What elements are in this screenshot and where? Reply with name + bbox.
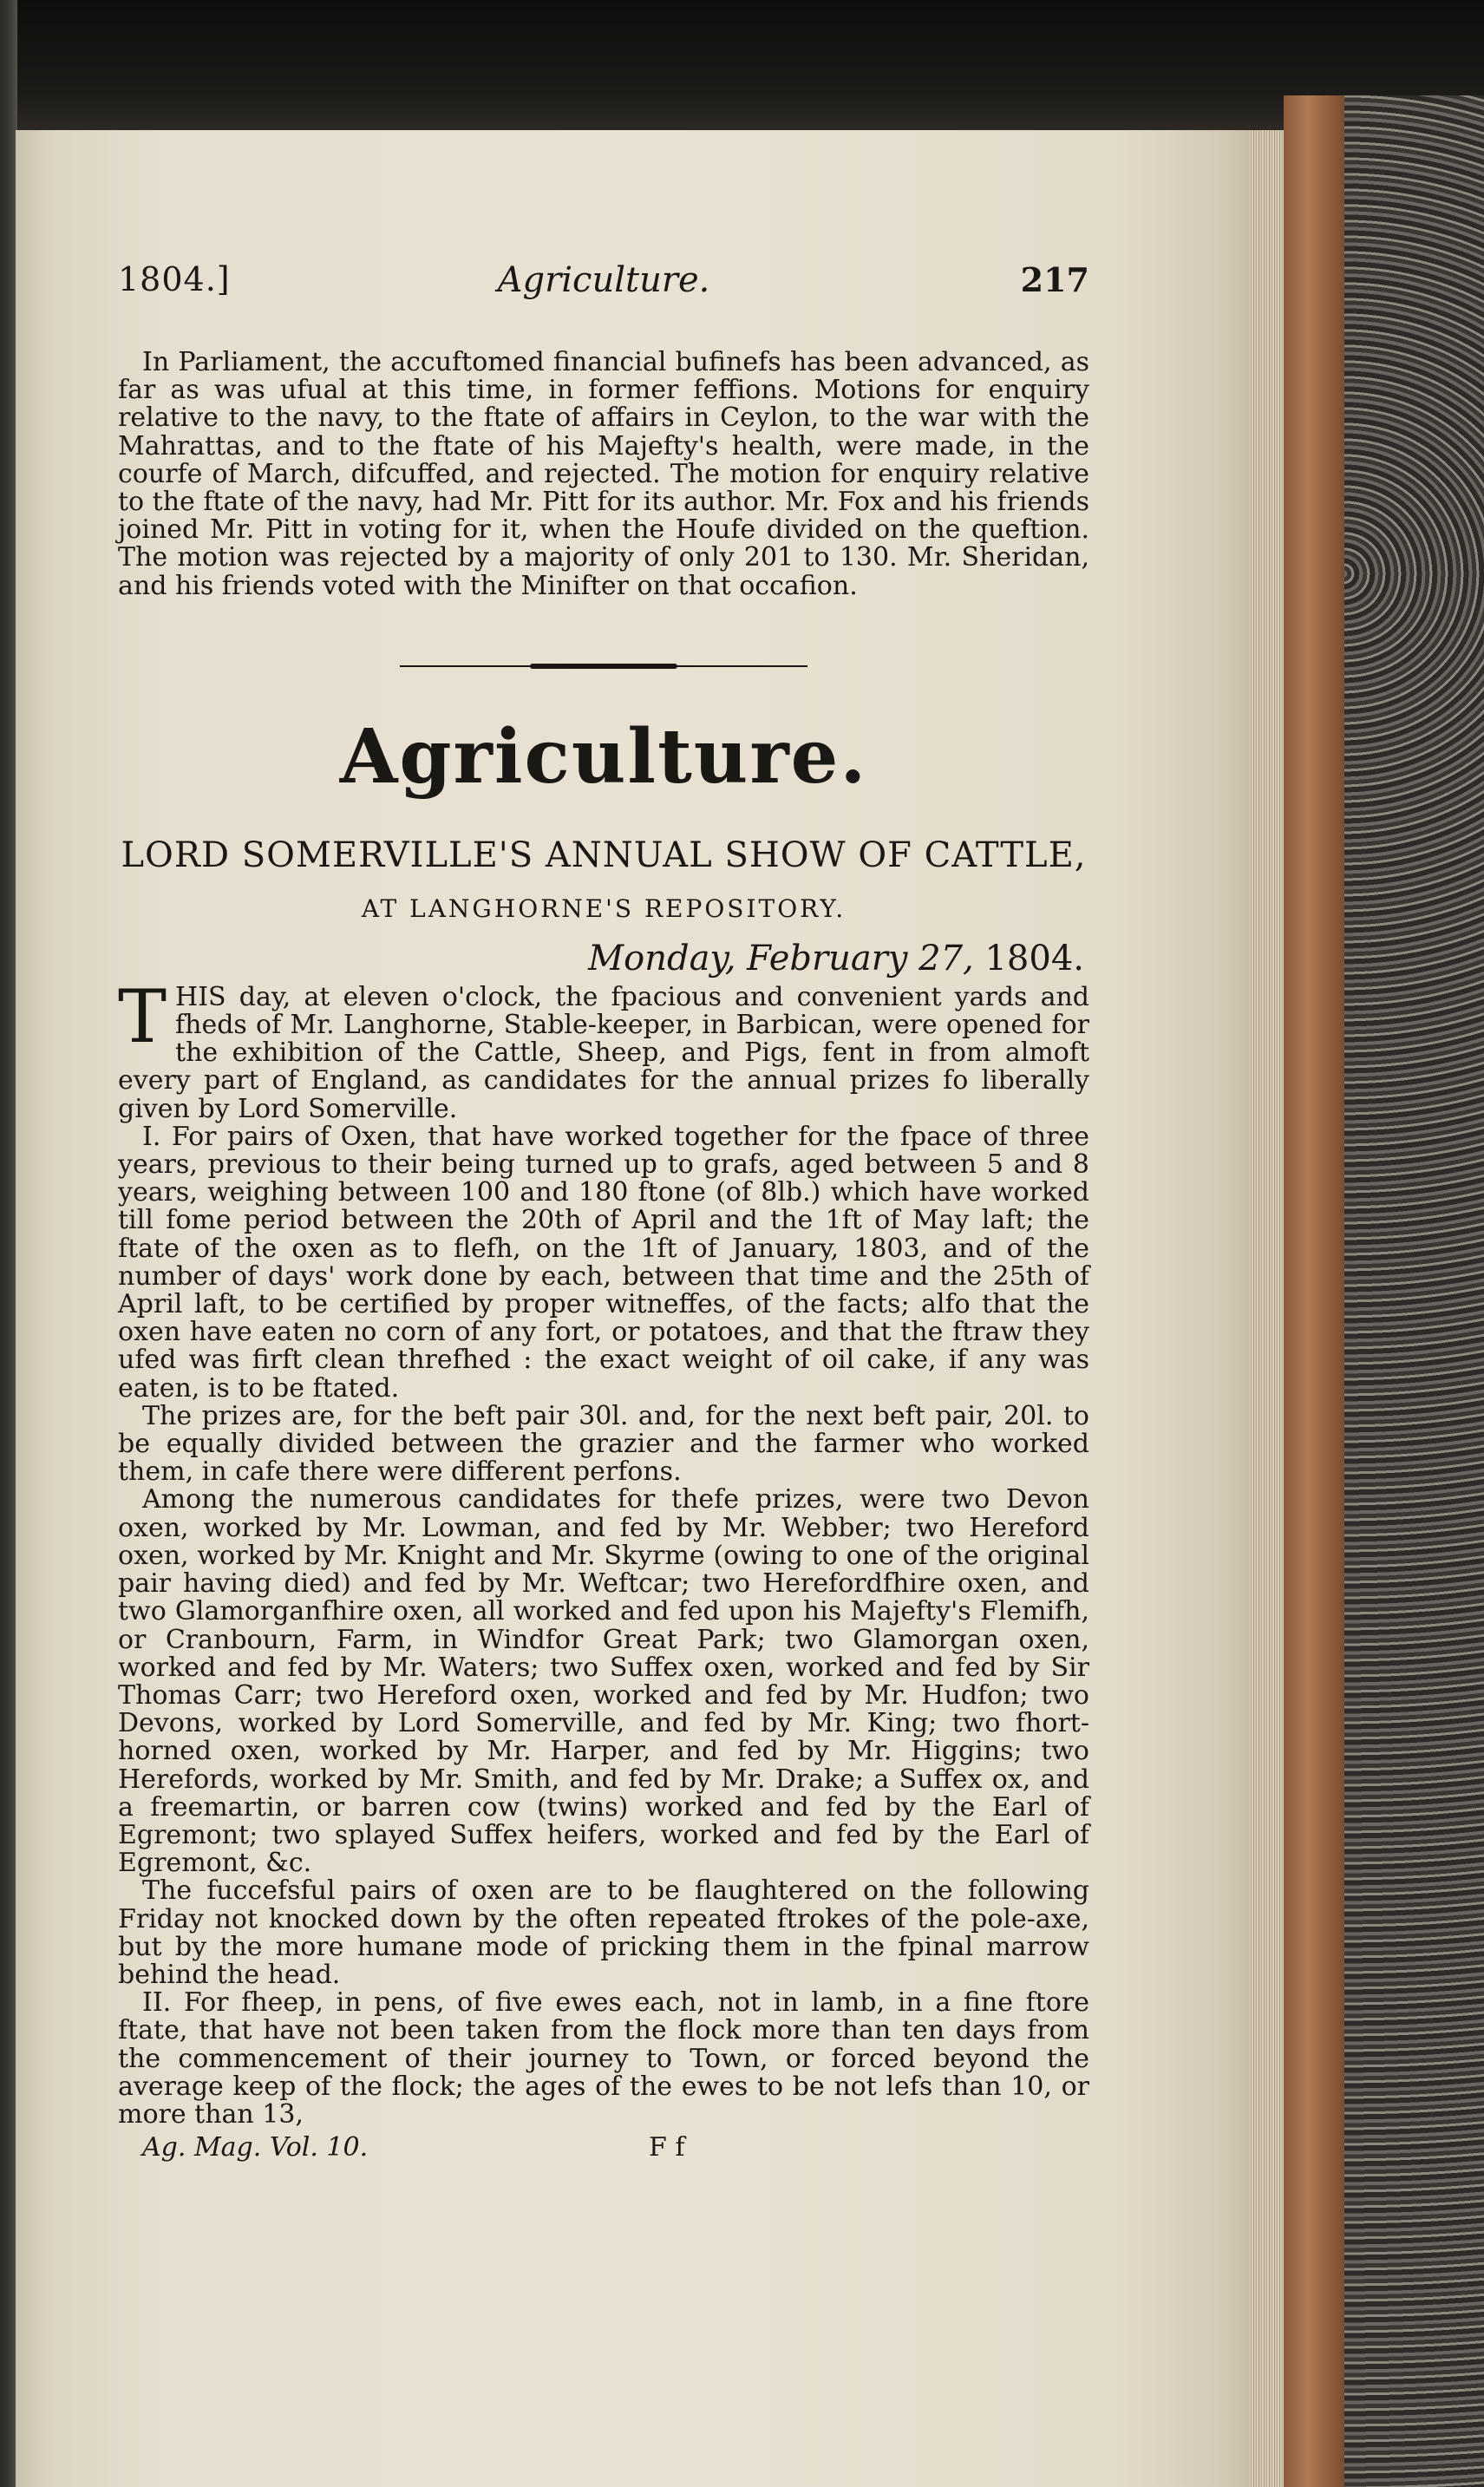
page-footer bbox=[118, 2132, 1089, 2167]
volume-signature: Ag. Mag. Vol. 10. bbox=[142, 2132, 369, 2163]
signature-mark: F f bbox=[649, 2132, 685, 2163]
book-cover-edge bbox=[1284, 95, 1484, 2487]
page-edges bbox=[1249, 130, 1284, 2487]
article-heading: LORD SOMERVILLE'S ANNUAL SHOW OF CATTLE, bbox=[121, 834, 1087, 875]
running-header bbox=[118, 260, 1089, 312]
page-number: 217 bbox=[1020, 260, 1089, 299]
running-header-title: Agriculture. bbox=[497, 260, 710, 300]
article-paragraph-text: HIS day, at eleven o'clock, the fpacious and convenient yards and fheds of Mr. Langhorne, Stable-keeper, in Barbican, were opened for the exhibition of the Cattle, Sheep, and Pigs, fent in from almoft every part of England, as candidates for the annual prizes fo liberally given by Lord Somerville. bbox=[118, 981, 1089, 1124]
article-paragraph: I. For pairs of Oxen, that have worked together for the fpace of three years, previous to their being turned up to grafs, aged between 5 and 8 years, weighing between 100 and 180 ftone (of 8lb.) which have worked till fome period between the 20th of April and the 1ft of May laft; the ftate of the oxen as to flefh, on the 1ft of January, 1803, and of the number of days' work done by each, between that time and the 25th of April laft, to be certified by proper witneffes, of the facts; alfo that the oxen have eaten no corn of any fort, or potatoes, and that the ftraw they ufed was firft clean threfhed : the exact weight of oil cake, if any was eaten, is to be ftated. bbox=[118, 1121, 1089, 1404]
article-body bbox=[118, 973, 1089, 2130]
top-background bbox=[0, 0, 1484, 130]
article-date-year: 1804. bbox=[984, 938, 1084, 978]
article-paragraph: II. For fheep, in pens, of five ewes each, not in lamb, in a fine ftore ftate, that have not been taken from the flock more than ten days from the commencement of their journey to Town, or forced beyond the average keep of the flock; the ages of the ewes to be not lefs than 10, or more than 13, bbox=[118, 1987, 1089, 2130]
article-paragraph bbox=[118, 973, 1089, 1124]
page-content bbox=[118, 260, 1089, 2167]
drop-cap: T bbox=[118, 973, 167, 1059]
intro-paragraph: In Parliament, the accuftomed financial bufinefs has been advanced, as far as was ufual at this time, in former feffions. Motions for enquiry relative to the navy, to the ftate of affairs in Ceylon, to the war with the Mahrattas, and to the ftate of his Majefty's health, were made, in the courfe of March, difcuffed, and rejected. The motion for enquiry relative to the ftate of the navy, had Mr. Pitt for its author. Mr. Fox and his friends joined Mr. Pitt in voting for it, when the Houfe divided on the queftion. The motion was rejected by a majority of only 201 to 130. Mr. Sheridan, and his friends voted with the Minifter on that occafion. bbox=[118, 347, 1089, 601]
article-paragraph: Among the numerous candidates for thefe prizes, were two Devon oxen, worked by Mr. Lowman, and fed by Mr. Webber; two Hereford oxen, worked by Mr. Knight and Mr. Skyrme (owing to one of the original pair having died) and fed by Mr. Weftcar; two Herefordfhire oxen, and two Glamorganfhire oxen, all worked and fed upon his Majefty's Flemifh, or Cranbourn, Farm, in Windfor Great Park; two Glamorgan oxen, worked and fed by Mr. Waters; two Suffex oxen, worked and fed by Sir Thomas Carr; two Hereford oxen, worked and fed by Mr. Hudfon; two Devons, worked by Lord Somerville, and fed by Mr. King; two fhort-horned oxen, worked by Mr. Harper, and fed by Mr. Higgins; two Herefords, worked by Mr. Smith, and fed by Mr. Drake; a Suffex ox, and a freemartin, or barren cow (twins) worked and fed by the Earl of Egremont; two splayed Suffex heifers, worked and fed by the Earl of Egremont, &c. bbox=[118, 1484, 1089, 1879]
article-paragraph: The fuccefsful pairs of oxen are to be flaughtered on the following Friday not knocked down by the often repeated ftrokes of the pole-axe, but by the more humane mode of pricking them in the fpinal marrow behind the head. bbox=[118, 1875, 1089, 1990]
article-date bbox=[118, 939, 1089, 978]
article-paragraph: The prizes are, for the beft pair 30l. and, for the next beft pair, 20l. to be equally divided between the grazier and the farmer who worked them, in cafe there were different perfons. bbox=[118, 1400, 1089, 1488]
ornamental-rule bbox=[400, 663, 807, 670]
section-title: Agriculture. bbox=[339, 712, 868, 801]
article-date-text: Monday, February 27, bbox=[588, 938, 974, 978]
article-subheading: AT LANGHORNE'S REPOSITORY. bbox=[361, 893, 847, 923]
book-left-edge bbox=[0, 0, 17, 2487]
running-header-year: 1804.] bbox=[118, 260, 231, 298]
